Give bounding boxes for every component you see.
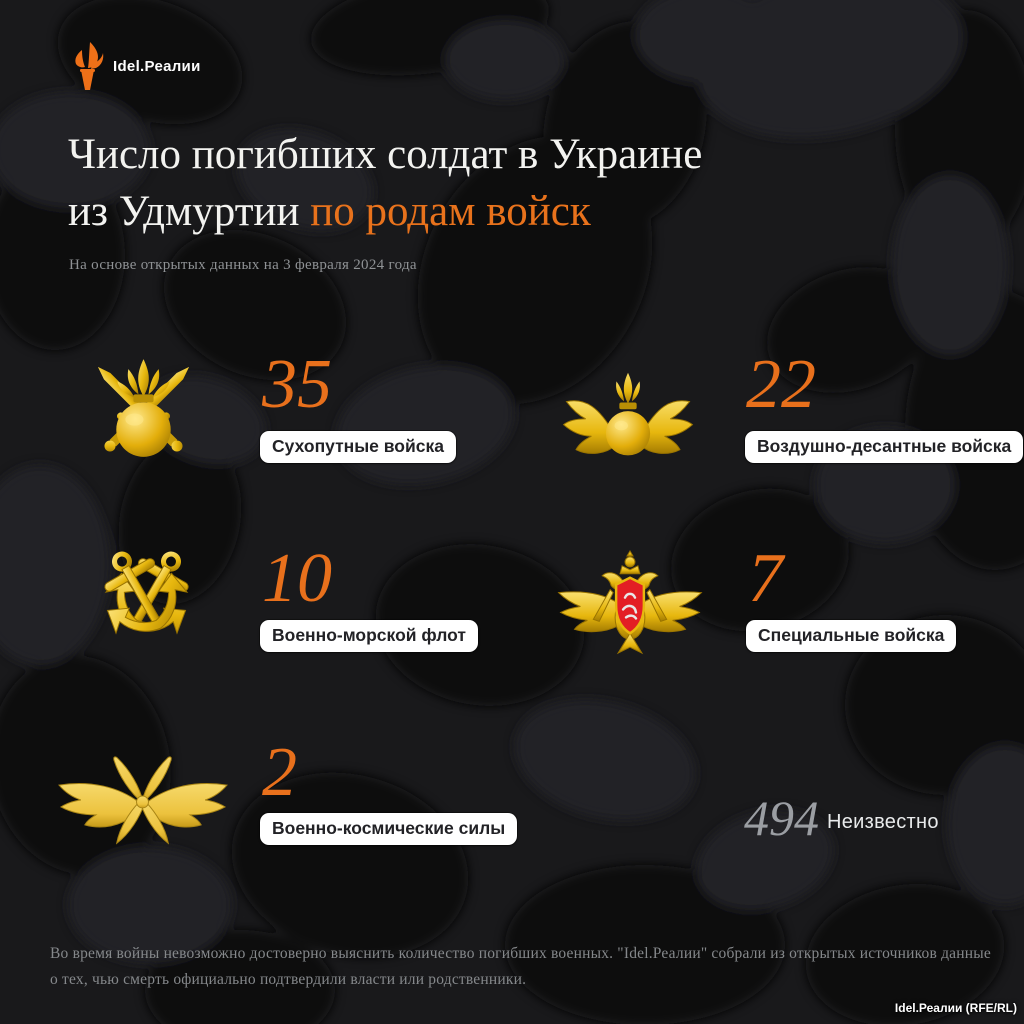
casualty-count-navy: 10 xyxy=(262,540,332,617)
casualty-count-special: 7 xyxy=(748,540,783,617)
ground-forces-icon xyxy=(77,347,210,478)
branch-label-aerospace: Военно-космические силы xyxy=(260,813,517,845)
methodology-note: Во время войны невозможно достоверно выяснить количество погибших военных. "Idel.Реалии" собрали из открытых источников данные о тех, чью смерть официально подтвердили власти или родственники. xyxy=(50,945,991,988)
branch-label-airborne: Воздушно-десантные войска xyxy=(745,431,1023,463)
airborne-icon xyxy=(558,365,698,466)
title-line-2 xyxy=(68,183,908,240)
brand-logo-text: Idel.Реалии xyxy=(113,57,201,75)
branch-label-special: Специальные войска xyxy=(746,620,956,652)
navy-icon xyxy=(79,542,215,667)
casualty-count-aerospace: 2 xyxy=(262,734,297,811)
casualty-count-unknown: 494 xyxy=(744,790,819,846)
source-credit: Idel.Реалии (RFE/RL) xyxy=(894,1001,1017,1015)
title-line-2-accent: по родам войск xyxy=(310,188,591,235)
aerospace-icon xyxy=(56,747,230,852)
special-troops-icon xyxy=(555,550,705,665)
branch-label-unknown: Неизвестно xyxy=(827,811,939,833)
casualty-count-airborne: 22 xyxy=(746,346,816,423)
page-title xyxy=(68,126,908,240)
torch-icon xyxy=(70,42,104,90)
title-line-1: Число погибших солдат в Украине xyxy=(68,131,703,178)
brand-logo xyxy=(70,42,201,90)
subtitle-data-note: На основе открытых данных на 3 февраля 2024 года xyxy=(69,257,417,273)
branch-label-navy: Военно-морской флот xyxy=(260,620,478,652)
casualty-count-ground: 35 xyxy=(262,346,332,423)
branch-label-ground: Сухопутные войска xyxy=(260,431,456,463)
title-line-2-white: из Удмуртии xyxy=(68,188,311,235)
